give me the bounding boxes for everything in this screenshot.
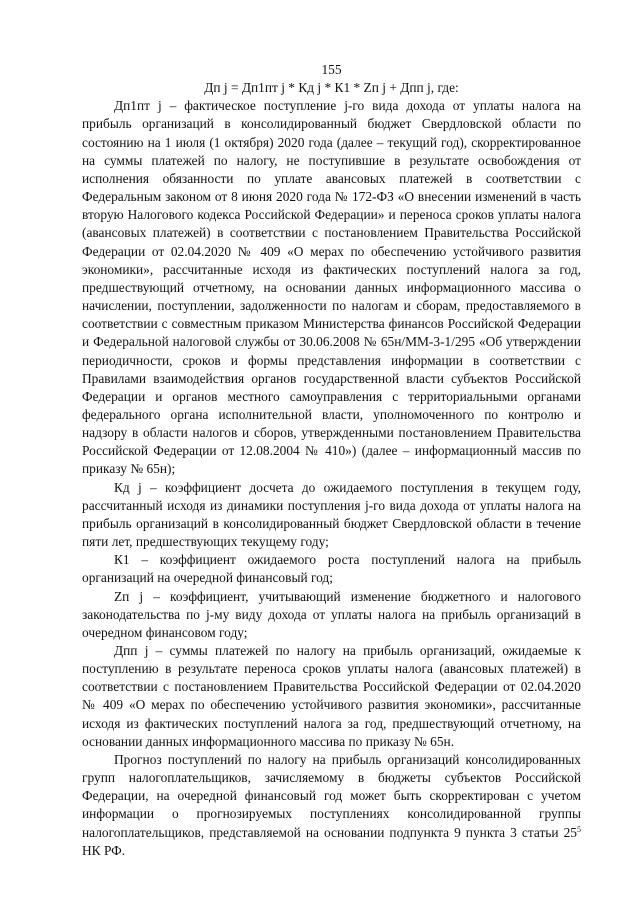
paragraph-text-end: НК РФ. bbox=[82, 842, 126, 858]
definition-k1: К1 – коэффициент ожидаемого роста поступлений налога на прибыль организаций на очередной финансовый год; bbox=[82, 552, 581, 586]
paragraph-text: Прогноз поступлений по налогу на прибыль организаций консолидированных групп налогоплательщиков, зачисляемому в бюджеты субъектов Российской Федерации, на очередной финансовый год может быть скорректирован с учетом информации о прогнозируемых поступлениях консолидированной группы налогоплательщиков, представляемой на основании подпункта 9 пункта 3 статьи 25 bbox=[82, 751, 581, 840]
forecast-formula: Дп j = Дп1пт j * Кд j * К1 * Zп j + Дпп j, где: bbox=[204, 80, 459, 96]
page-number: 155 bbox=[321, 62, 342, 77]
definition-zp: Zп j – коэффициент, учитывающий изменение бюджетного и налогового законодательства по j-му виду дохода от уплаты налога на прибыль организаций в очередном финансовом году; bbox=[82, 588, 581, 640]
definition-dpp: Дпп j – суммы платежей по налогу на прибыль организаций, ожидаемые к поступлению в результате переноса сроков уплаты налога (авансовых платежей) в соответствии с постановлением Правительства Российской Федерации от 02.04.2020 № 409 «О мерах по обеспечению устойчивого развития экономики», рассчитанные исходя из фактических поступлений налога за год, предшествующий отчетному, на основании данных информационного массива по приказу № 65н. bbox=[82, 643, 581, 749]
article-superscript: 5 bbox=[577, 824, 581, 834]
definition-kd: Кд j – коэффициент досчета до ожидаемого поступления в текущем году, рассчитанный исходя из динамики поступления j-го вида дохода от уплаты налога на прибыль организаций в консолидированный бюджет Свердловской области в течение пяти лет, предшествующих текущему году; bbox=[82, 479, 581, 550]
definition-dp1pt: Дп1пт j – фактическое поступление j-го вида дохода от уплаты налога на прибыль организаций в консолидированный бюджет Свердловской области по состоянию на 1 июля (1 октября) 2020 года (далее – текущий год), скорректированное на суммы платежей по налогу, не поступившие в результате освобождения от исполнения обязанности по уплате авансовых платежей в соответствии с Федеральным законом от 8 июня 2020 года № 172-ФЗ «О внесении изменений в часть вторую Налогового кодекса Российской Федерации» и переноса сроков уплаты налога (авансовых платежей) в соответствии с постановлением Правительства Российской Федерации от 02.04.2020 № 409 «О мерах по обеспечению устойчивого развития экономики», рассчитанные исходя из фактических поступлений налога за год, предшествующий отчетному, на основании данных информационного массива о начислении, поступлении, задолженности по налогам и сборам, предоставляемого в соответствии с совместным приказом Министерства финансов Российской Федерации и Федеральной налоговой службы от 30.06.2008 № 65н/ММ-3-1/295 «Об утверждении периодичности, сроков и формы представления информации в соответствии с Правилами взаимодействия органов государственной власти субъектов Российской Федерации и органов местного самоуправления с территориальными органами федерального органа исполнительной власти, уполномоченного по контролю и надзору в области налогов и сборов, утвержденными постановлением Правительства Российской Федерации от 12.08.2004 № 410») (далее – информационный массив по приказу № 65н); bbox=[82, 98, 581, 477]
consolidated-groups-paragraph bbox=[82, 751, 581, 860]
